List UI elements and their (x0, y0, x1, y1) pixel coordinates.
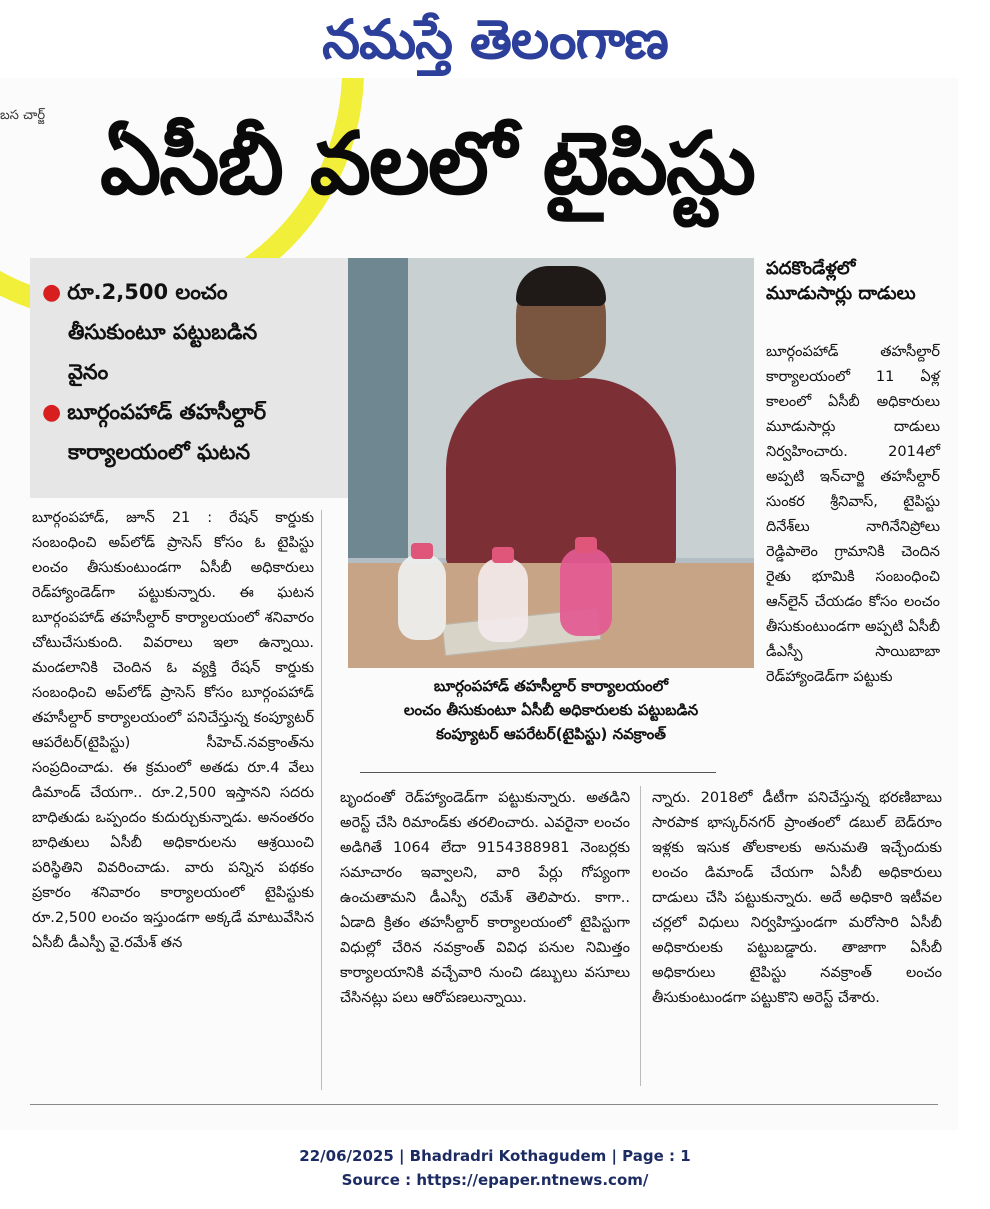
highlight-line: తీసుకుంటూ పట్టుబడిన (68, 320, 258, 344)
page-footer (0, 1144, 990, 1192)
bottle (560, 548, 612, 636)
news-clipping (0, 78, 958, 1130)
photo-caption: బూర్గంపహాడ్ తహసీల్దార్ కార్యాలయంలో లంచం తీసుకుంటూ ఏసీబీ అధికారులకు పట్టుబడిన కంప్యూటర్ ఆపరేటర్(టైపిస్టు) నవక్రాంత్ (403, 677, 699, 743)
footer-source: Source : https://epaper.ntnews.com/ (341, 1171, 649, 1189)
highlight-line: ● బూర్గంపహాడ్ తహసీల్దార్ (42, 400, 267, 425)
news-photo (348, 258, 754, 668)
bottom-rule (30, 1104, 938, 1105)
article-column-3: న్నారు. 2018లో డీటీగా పనిచేస్తున్న భరణిబాబు సారపాక భాస్కర్‌నగర్ ప్రాంతంలో డబుల్ బెడ్‌రూం ఇళ్లకు ఇసుక తోలకాలకు అనుమతి ఇచ్చేందుకు లంచం డిమాండ్ చేయగా ఏసీబీ అధికారులు దాడులు చేసి పట్టుకున్నారు. అదే అధికారి ఇటీవల చర్లలో విధులు నిర్వహిస్తుండగా మరోసారి ఏసీబీ అధికారులకు పట్టుబడ్డారు. తాజాగా ఏసీబీ అధికారులు టైపిస్టు నవక్రాంత్ లంచం తీసుకుంటుండగా పట్టుకొని అరెస్ట్ చేశారు. (652, 790, 942, 1006)
bullet-dot-icon: ● (42, 400, 62, 425)
headline: ఏసీబీ వలలో టైపిస్టు (100, 114, 754, 214)
column-divider (640, 786, 641, 1086)
person-figure (446, 378, 676, 568)
highlight-line: ● రూ.2,500 లంచం (42, 280, 228, 305)
newspaper-logo: నమస్తే తెలంగాణ (322, 8, 668, 71)
highlight-line: కార్యాలయంలో ఘటన (68, 440, 251, 464)
article-column-2: బృందంతో రెడ్‌హ్యాండెడ్‌గా పట్టుకున్నారు. అతడిని అరెస్ట్ చేసి రిమాండ్‌కు తరలించారు. ఎవరైనా లంచం అడిగితే 1064 లేదా 9154388981 నెంబర్లకు సమాచారం ఇవ్వాలని, వారి పేర్లు గోప్యంగా ఉంచుతామని డీఎస్పీ రమేశ్ తెలిపారు. కాగా.. ఏడాది క్రితం తహసీల్దార్ కార్యాలయంలో టైపిస్టుగా విధుల్లో చేరిన నవక్రాంత్ వివిధ పనుల నిమిత్తం కార్యాలయానికి వచ్చేవారి నుంచి డబ్బులు వసూలు చేసినట్లు పలు ఆరోపణలున్నాయి. (340, 790, 630, 1006)
source-link[interactable]: https://epaper.ntnews.com/ (416, 1171, 649, 1189)
highlight-line: వైనం (68, 360, 109, 384)
highlights-box (30, 258, 348, 498)
masthead (0, 0, 990, 78)
corner-fragment-text: బస చార్జ్ (0, 108, 46, 123)
bottle (478, 558, 528, 642)
bottle (398, 554, 446, 640)
column-divider (321, 510, 322, 1090)
sidebar-body: బూర్గంపహాడ్ తహసీల్దార్ కార్యాలయంలో 11 ఏళ్ల కాలంలో ఏసీబీ అధికారులు మూడుసార్లు దాడులు నిర్వహించారు. 2014లో అప్పటి ఇన్‌చార్జి తహసీల్దార్ సుంకర శ్రీనివాస్, టైపిస్టు దినేశ్‌లు నాగినేనిప్రోలు రెడ్డిపాలెం గ్రామానికి చెందిన రైతు భూమికి సంబంధించి ఆన్‌లైన్ చేయడం కోసం లంచం తీసుకుంటుండగా అప్పటి ఏసీబీ డీఎస్పీ సాయిబాబా రెడ్‌హ్యాండెడ్‌గా పట్టుకు (766, 344, 940, 685)
article-column-1: బూర్గంపహాడ్, జూన్ 21 : రేషన్ కార్డుకు సంబంధించి అప్‌లోడ్ ప్రాసెస్ కోసం ఓ టైపిస్టు లంచం తీసుకుంటుండగా ఏసీబీ అధికారులు రెడ్‌హ్యాండెడ్‌గా పట్టుకున్నారు. ఈ ఘటన బూర్గంపహాడ్ తహసీల్దార్ కార్యాలయంలో శనివారం చోటుచేసుకుంది. వివరాలు ఇలా ఉన్నాయి. మండలానికి చెందిన ఓ వ్యక్తి రేషన్ కార్డుకు సంబంధించి అప్‌లోడ్ ప్రాసెస్ కోసం బూర్గంపహాడ్ తహసీల్దార్ కార్యాలయంలో పనిచేస్తున్న కంప్యూటర్ ఆపరేటర్(టైపిస్టు) సీహెచ్.నవక్రాంత్‌ను సంప్రదించాడు. ఈ క్రమంలో అతడు రూ.4 వేలు డిమాండ్ చేయగా.. రూ.2,500 ఇస్తానని సదరు బాధితుడు ఒప్పందం కుదుర్చుకున్నాడు. అనంతరం బాధితులు ఏసీబీ అధికారులను ఆశ్రయించి పరిస్థితిని వివరించాడు. వారు పన్నిన పథకం ప్రకారం శనివారం కార్యాలయంలో టైపిస్టుకు రూ.2,500 లంచం ఇస్తుండగా అక్కడే మాటువేసిన ఏసీబీ డీఎస్పీ వై.రమేశ్ తన (32, 510, 314, 951)
bullet-dot-icon: ● (42, 280, 62, 305)
footer-info: 22/06/2025 | Bhadradri Kothagudem | Page : 1 (299, 1147, 691, 1165)
sidebar-heading: పదకొండేళ్లలో మూడుసార్లు దాడులు (766, 258, 916, 304)
caption-rule (360, 772, 716, 773)
